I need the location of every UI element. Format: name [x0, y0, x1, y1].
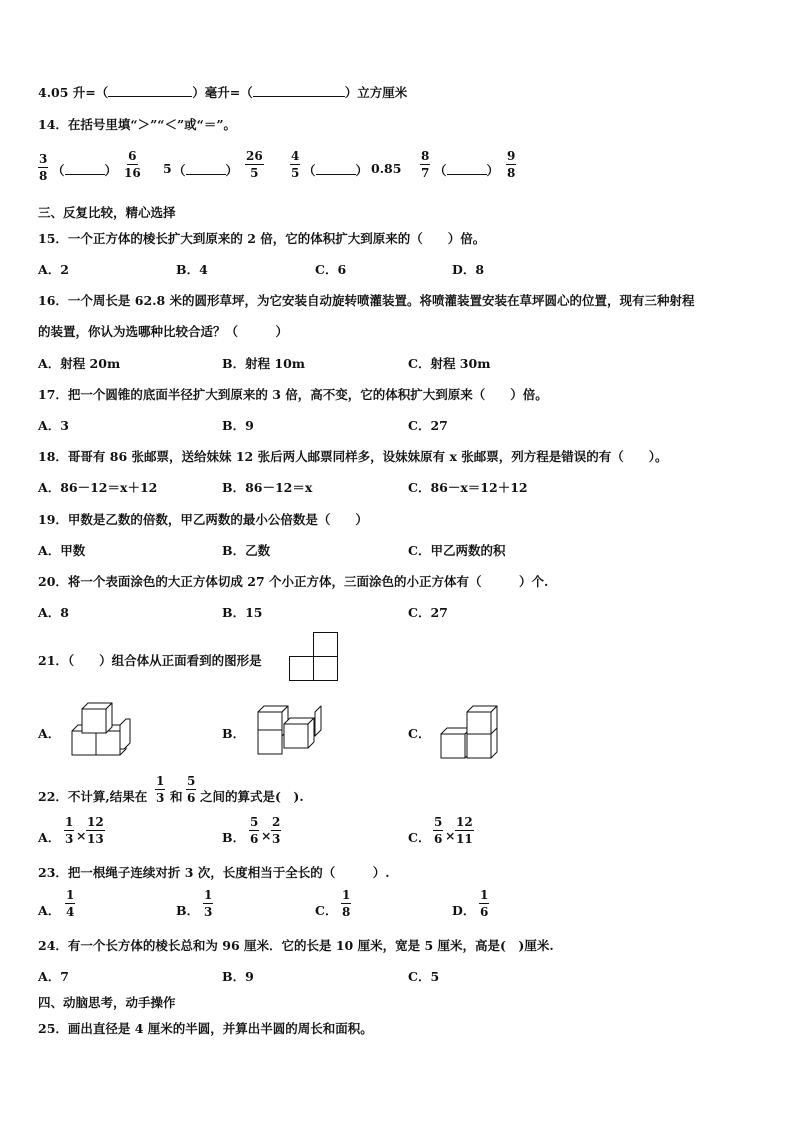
option-b[interactable]: B．9 — [222, 418, 254, 433]
fraction: $\frac{2}{3}$ — [272, 815, 281, 846]
cube — [315, 706, 321, 736]
option-c[interactable]: C．6 — [315, 262, 347, 277]
cube — [258, 730, 282, 754]
fraction: $\frac{1}{8}$ — [342, 888, 351, 919]
q23-stem: 23．把一根绳子连续对折 3 次，长度相当于全长的（ ）. — [38, 865, 390, 880]
times-sign: × — [261, 828, 272, 843]
option-a[interactable]: A．射程 20m — [38, 356, 121, 371]
q13-text-a: 4.05 升=（ — [38, 85, 109, 100]
fraction: $\frac{1}{6}$ — [480, 888, 489, 919]
option-b[interactable]: B． — [222, 726, 246, 741]
times-sign: × — [445, 828, 456, 843]
answer-blank[interactable] — [108, 96, 192, 97]
cube — [284, 718, 314, 748]
compare-blank[interactable]: （ ） — [52, 163, 118, 178]
q24-stem: 24．有一个长方体的棱长总和为 96 厘米．它的长是 10 厘米，宽是 5 厘米，高是( )厘米. — [38, 938, 554, 953]
option-c[interactable]: C． — [408, 726, 431, 741]
q25-stem: 25．画出直径是 4 厘米的半圆，并算出半圆的周长和面积。 — [38, 1021, 373, 1036]
cube-stack-b — [257, 706, 323, 756]
option-a[interactable]: A．7 — [38, 969, 69, 984]
fraction: $\frac{12}{13}$ — [87, 815, 104, 846]
option-b[interactable]: B．15 — [222, 605, 263, 620]
option-c[interactable]: C．27 — [408, 418, 448, 433]
option-b[interactable]: B．4 — [176, 262, 208, 277]
q17-stem: 17．把一个圆锥的底面半径扩大到原来的 3 倍，高不变，它的体积扩大到原来（ ）倍。 — [38, 387, 548, 402]
cube — [467, 706, 497, 736]
q13-text-c: ）立方厘米 — [344, 85, 408, 100]
compare-blank[interactable]: （ ） — [303, 163, 369, 178]
section-heading: 四、动脑思考，动手操作 — [38, 995, 176, 1010]
option-c[interactable]: C．27 — [408, 605, 448, 620]
option-b[interactable]: B．乙数 — [222, 543, 271, 558]
option-a[interactable]: A．3 — [38, 418, 69, 433]
q22-stem-c: 之间的算式是( ). — [200, 789, 304, 804]
fraction: $\frac{5}{6}$ — [434, 815, 443, 846]
compare-blank[interactable]: （ ） — [434, 163, 500, 178]
q14-stem: 14．在括号里填“＞”“＜”或“＝”。 — [38, 117, 237, 132]
option-c[interactable]: C．86－x＝12＋12 — [408, 480, 528, 495]
cube-stack-c — [440, 706, 500, 762]
fraction: $\frac{8}{7}$ — [421, 149, 430, 180]
cube-stack-a — [71, 703, 131, 759]
option-c[interactable]: C．射程 30m — [408, 356, 491, 371]
option-c[interactable]: C．甲乙两数的积 — [408, 543, 506, 558]
option-c[interactable]: C．5 — [408, 969, 440, 984]
q14-left-value: 5 — [163, 161, 172, 176]
section-heading: 三、反复比较，精心选择 — [38, 205, 176, 220]
fraction: $\frac{6}{16}$ — [124, 149, 141, 180]
q22-stem-a: 22．不计算,结果在 — [38, 789, 148, 804]
q20-stem: 20．将一个表面涂色的大正方体切成 27 个小正方体，三面涂色的小正方体有（ ）个. — [38, 574, 549, 589]
option-a[interactable]: A．86－12＝x＋12 — [38, 480, 158, 495]
option-b[interactable]: B．9 — [222, 969, 254, 984]
option-b[interactable]: B．86－12＝x — [222, 480, 313, 495]
option-d[interactable]: D．8 — [452, 262, 485, 277]
front-view-figure — [289, 632, 341, 682]
q19-stem: 19．甲数是乙数的倍数，甲乙两数的最小公倍数是（ ） — [38, 512, 368, 527]
fraction: $\frac{1}{4}$ — [66, 888, 75, 919]
fraction: $\frac{1}{3}$ — [65, 815, 74, 846]
q14-right-value: 0.85 — [371, 161, 402, 176]
option-a[interactable]: A．2 — [38, 262, 69, 277]
q13-text-b: ）毫升=（ — [192, 85, 253, 100]
option-a[interactable]: A．8 — [38, 605, 69, 620]
q18-stem: 18．哥哥有 86 张邮票，送给妹妹 12 张后两人邮票同样多，设妹妹原有 x 张邮票，列方程是错误的有（ ）。 — [38, 449, 668, 464]
answer-blank[interactable] — [253, 96, 345, 97]
fraction: $\frac{1}{3}$ — [156, 774, 165, 805]
cube — [82, 703, 112, 733]
fraction: $\frac{1}{3}$ — [204, 888, 213, 919]
fraction: $\frac{12}{11}$ — [456, 815, 473, 846]
q22-stem-b: 和 — [170, 789, 183, 804]
q13-line — [38, 83, 407, 101]
fraction: $\frac{4}{5}$ — [291, 149, 300, 180]
option-a[interactable]: A． — [38, 726, 61, 741]
fraction: $\frac{9}{8}$ — [507, 149, 516, 180]
fraction: $\frac{26}{5}$ — [246, 149, 263, 180]
q15-stem: 15．一个正方体的棱长扩大到原来的 2 倍，它的体积扩大到原来的（ ）倍。 — [38, 231, 486, 246]
cube — [120, 719, 130, 749]
times-sign: × — [76, 828, 87, 843]
option-b[interactable]: B．射程 10m — [222, 356, 306, 371]
q16-stem-line2: 的装置，你认为选哪种比较合适？（ ） — [38, 324, 289, 339]
q16-stem-line1: 16．一个周长是 62.8 米的圆形草坪，为它安装自动旋转喷灌装置。将喷灌装置安装在草坪圆心的位置，现有三种射程 — [38, 293, 695, 308]
fraction: $\frac{3}{8}$ — [39, 152, 48, 183]
fraction: $\frac{5}{6}$ — [187, 774, 196, 805]
q21-stem-text: 21．（ ）组合体从正面看到的图形是 — [38, 653, 262, 668]
compare-blank[interactable]: （ ） — [173, 163, 239, 178]
option-a[interactable]: A．甲数 — [38, 543, 86, 558]
fraction: $\frac{5}{6}$ — [250, 815, 259, 846]
